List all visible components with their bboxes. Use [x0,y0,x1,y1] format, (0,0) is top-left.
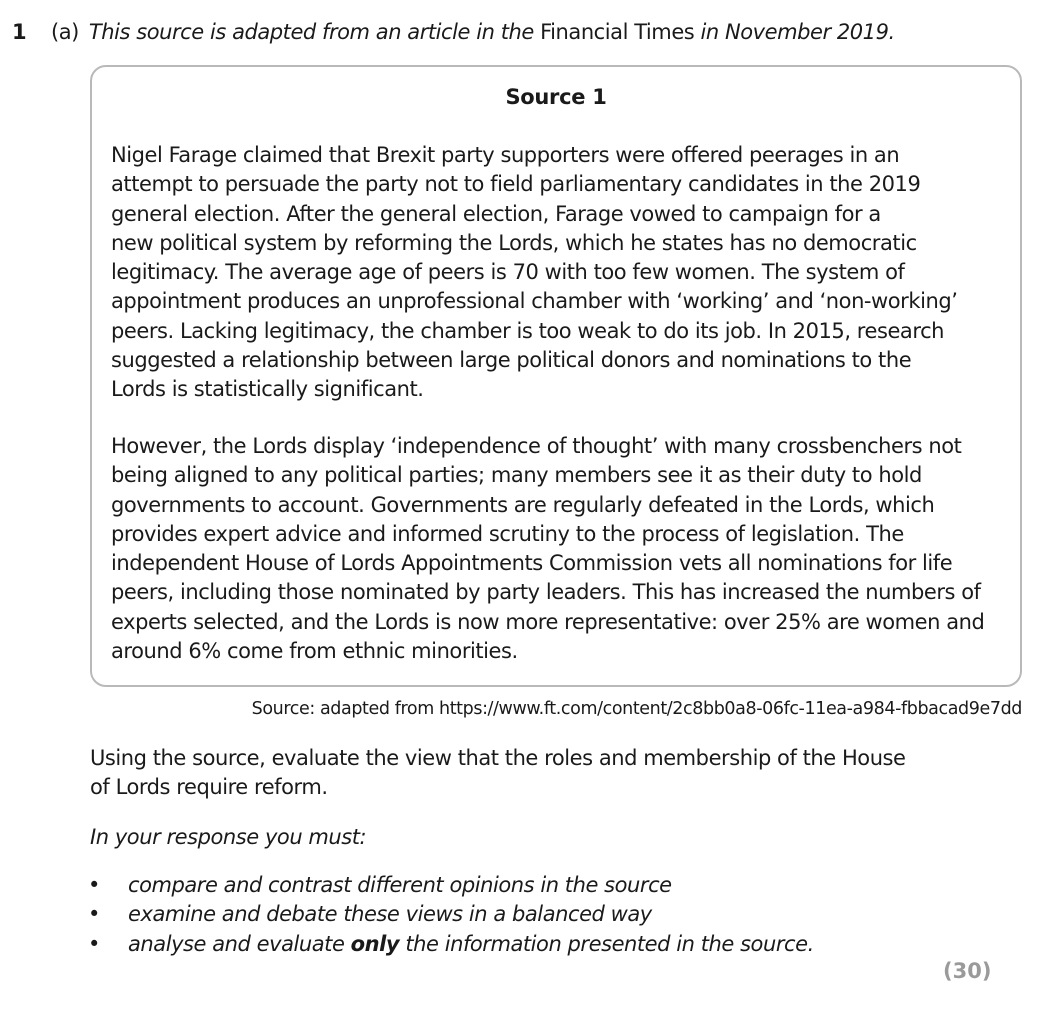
text-line: attempt to persuade the party not to field parliamentary candidates in the 2019 [111,172,921,197]
intro-prefix: This source is adapted from an article in the [88,20,534,44]
task-line: of Lords require reform. [90,775,328,800]
text-line: being aligned to any political parties; many members see it as their duty to hold [111,463,922,488]
source-paragraph-1 [111,141,1016,405]
text-line: governments to account. Governments are regularly defeated in the Lords, which [111,492,935,517]
bullet-text: compare and contrast different opinions in the source [128,873,672,897]
text-line: Lords is statistically significant. [111,377,424,402]
text-line: Nigel Farage claimed that Brexit party supporters were offered peerages in an [111,143,900,167]
source-box [90,65,1022,687]
source-paragraph-2 [111,432,1016,666]
question-number: 1 [12,20,27,44]
bullet-icon: • [88,902,101,927]
task-prompt [90,744,906,803]
publication-name: Financial Times [540,20,695,44]
emphasis-only: only [350,931,400,956]
question-part-label: (a) [51,20,79,44]
instructions-heading: In your response you must: [90,825,367,849]
text-line: independent House of Lords Appointments Commission vets all nominations for life [111,551,953,576]
bullet-text [128,930,814,959]
bullet-text: examine and debate these views in a balanced way [128,902,652,927]
source-credit: Source: adapted from https://www.ft.com/content/2c8bb0a8-06fc-11ea-a984-fbbacad9e7dd [251,699,1022,719]
text-line: around 6% come from ethnic minorities. [111,639,518,664]
intro-suffix: in November 2019. [700,20,895,44]
text-line: peers. Lacking legitimacy, the chamber is too weak to do its job. In 2015, research [111,318,945,343]
bullet-icon: • [88,873,101,897]
question-intro [51,18,895,46]
bullet-text-after: the information presented in the source. [405,931,814,956]
text-line: peers, including those nominated by party leaders. This has increased the numbers of [111,580,981,605]
text-line: appointment produces an unprofessional chamber with ‘working’ and ‘non-working’ [111,289,958,314]
text-line: new political system by reforming the Lords, which he states has no democratic [111,230,917,255]
task-line: Using the source, evaluate the view that the roles and membership of the House [90,746,906,770]
text-line: legitimacy. The average age of peers is 70 with too few women. The system of [111,260,905,285]
text-line: experts selected, and the Lords is now more representative: over 25% are women and [111,609,985,634]
bullet-text-before: analyse and evaluate [128,931,345,956]
source-title: Source 1 [505,85,607,109]
text-line: provides expert advice and informed scrutiny to the process of legislation. The [111,521,904,546]
text-line: general election. After the general election, Farage vowed to campaign for a [111,201,881,226]
text-line: suggested a relationship between large political donors and nominations to the [111,348,912,373]
marks-total: (30) [943,959,992,983]
text-line: However, the Lords display ‘independence of thought’ with many crossbenchers not [111,434,962,458]
bullet-icon: • [88,931,101,956]
